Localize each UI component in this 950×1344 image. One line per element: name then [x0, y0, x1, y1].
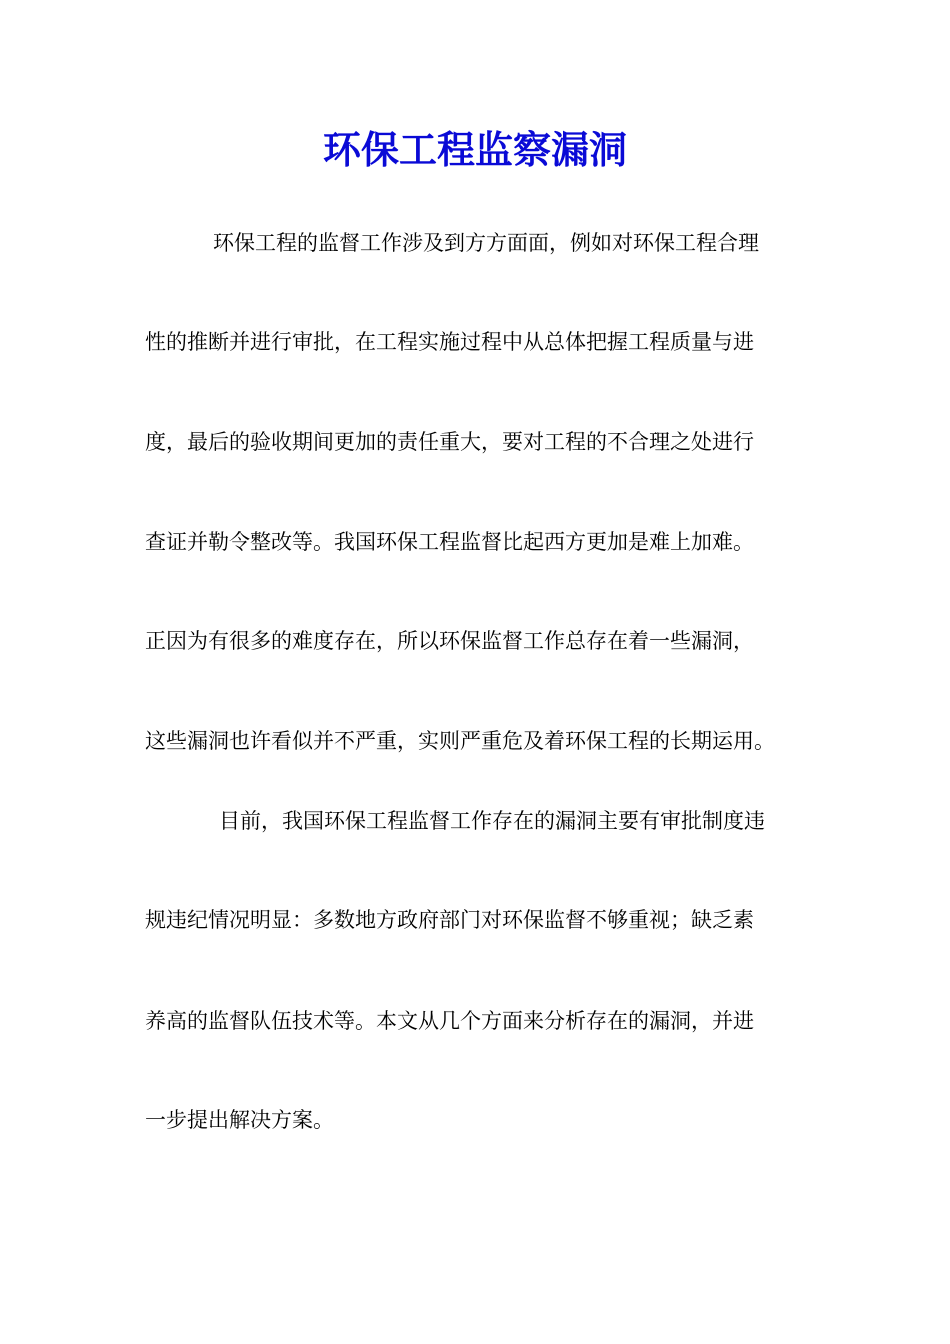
paragraph-1-line-4: 查证并勒令整改等。我国环保工程监督比起西方更加是难上加难。 — [145, 530, 754, 554]
paragraph-1-line-2: 性的推断并进行审批，在工程实施过程中从总体把握工程质量与进 — [145, 330, 754, 354]
paragraph-1-line-3: 度，最后的验收期间更加的责任重大，要对工程的不合理之处进行 — [145, 430, 754, 454]
paragraph-1-line-5: 正因为有很多的难度存在，所以环保监督工作总存在着一些漏洞， — [145, 629, 754, 653]
paragraph-1-line-1: 环保工程的监督工作涉及到方方面面，例如对环保工程合理 — [213, 231, 759, 255]
document-title: 环保工程监察漏洞 — [322, 127, 627, 172]
paragraph-1-line-6: 这些漏洞也许看似并不严重，实则严重危及着环保工程的长期运用。 — [145, 729, 775, 753]
paragraph-2-line-4: 一步提出解决方案。 — [145, 1108, 334, 1132]
paragraph-2-line-3: 养高的监督队伍技术等。本文从几个方面来分析存在的漏洞，并进 — [145, 1009, 754, 1033]
paragraph-2-line-1: 目前，我国环保工程监督工作存在的漏洞主要有审批制度违 — [219, 809, 765, 833]
paragraph-2-line-2: 规违纪情况明显：多数地方政府部门对环保监督不够重视；缺乏素 — [145, 908, 754, 932]
